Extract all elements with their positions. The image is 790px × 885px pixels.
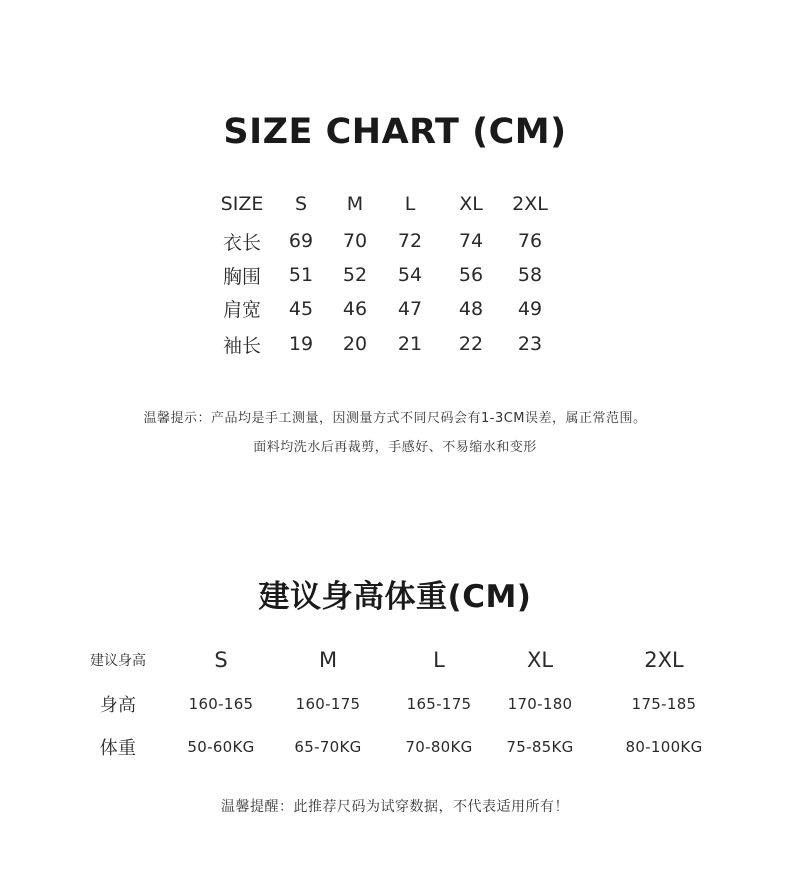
size-chart-cell: 20 xyxy=(342,333,368,355)
height-weight-header: 2XL xyxy=(644,648,684,672)
height-weight-header-row xyxy=(70,638,746,682)
height-weight-header: S xyxy=(214,648,228,672)
size-chart-cell: 46 xyxy=(342,297,368,320)
size-chart-table xyxy=(210,185,556,362)
height-weight-note: 温馨提醒：此推荐尺码为试穿数据，不代表适用所有！ xyxy=(221,799,569,815)
height-weight-cell: 170-180 xyxy=(507,695,573,713)
size-chart-cell: 54 xyxy=(397,264,423,286)
size-chart-row-label: 衣长 xyxy=(222,231,261,254)
height-weight-cell: 65-70KG xyxy=(294,738,362,756)
height-weight-cell: 70-80KG xyxy=(405,738,473,756)
size-chart-cell: 19 xyxy=(288,333,314,355)
size-chart-row xyxy=(210,223,556,259)
height-weight-title: 建议身高体重(CM) xyxy=(258,579,532,615)
height-weight-header: M xyxy=(318,648,338,672)
height-weight-cell: 50-60KG xyxy=(187,738,255,756)
size-chart-cell: 58 xyxy=(517,264,543,286)
height-weight-cell: 75-85KG xyxy=(506,738,574,756)
size-chart-cell: 22 xyxy=(458,333,484,355)
size-chart-header: 2XL xyxy=(512,193,548,215)
size-chart-cell: 69 xyxy=(288,230,314,252)
size-chart-cell: 72 xyxy=(397,230,423,252)
size-chart-header: S xyxy=(294,193,308,215)
size-chart-row-label: 袖长 xyxy=(222,334,261,357)
height-weight-header: L xyxy=(433,648,445,672)
size-chart-header: SIZE xyxy=(220,193,264,215)
size-chart-cell: 47 xyxy=(397,297,423,320)
size-chart-row-label: 肩宽 xyxy=(222,299,261,321)
size-chart-cell: 21 xyxy=(397,333,423,355)
height-weight-row-label: 体重 xyxy=(99,738,137,759)
size-chart-cell: 23 xyxy=(517,333,543,355)
height-weight-row xyxy=(70,682,746,726)
size-chart-cell: 76 xyxy=(517,230,543,252)
height-weight-row-label: 身高 xyxy=(99,695,137,716)
height-weight-cell: 80-100KG xyxy=(625,738,703,756)
size-chart-cell: 74 xyxy=(458,230,484,252)
size-chart-row xyxy=(210,291,556,326)
size-chart-header: M xyxy=(346,193,364,215)
height-weight-cell: 175-185 xyxy=(631,695,697,713)
size-chart-header-row xyxy=(210,185,556,223)
height-weight-cell: 160-165 xyxy=(188,695,254,713)
size-chart-cell: 45 xyxy=(288,297,314,320)
size-chart-cell: 51 xyxy=(288,264,314,286)
size-chart-header: L xyxy=(404,193,416,215)
height-weight-header: XL xyxy=(526,648,554,672)
height-weight-table xyxy=(70,638,746,768)
size-chart-cell: 56 xyxy=(458,264,484,286)
size-chart-row xyxy=(210,326,556,362)
height-weight-row xyxy=(70,726,746,768)
size-chart-cell: 49 xyxy=(517,297,543,320)
size-chart-title: SIZE CHART (CM) xyxy=(223,112,567,152)
size-chart-note: 温馨提示：产品均是手工测量，因测量方式不同尺码会有1-3CM误差，属正常范围。 xyxy=(143,411,647,426)
size-chart-cell: 52 xyxy=(342,264,368,286)
height-weight-cell: 160-175 xyxy=(295,695,361,713)
size-chart-cell: 48 xyxy=(458,297,484,320)
fabric-note: 面料均洗水后再裁剪，手感好、不易缩水和变形 xyxy=(253,440,537,455)
height-weight-header: 建议身高 xyxy=(90,653,146,669)
size-chart-row xyxy=(210,259,556,291)
size-chart-row-label: 胸围 xyxy=(222,265,261,288)
height-weight-cell: 165-175 xyxy=(406,695,472,713)
size-chart-header: XL xyxy=(459,193,483,215)
size-chart-cell: 70 xyxy=(342,230,368,252)
